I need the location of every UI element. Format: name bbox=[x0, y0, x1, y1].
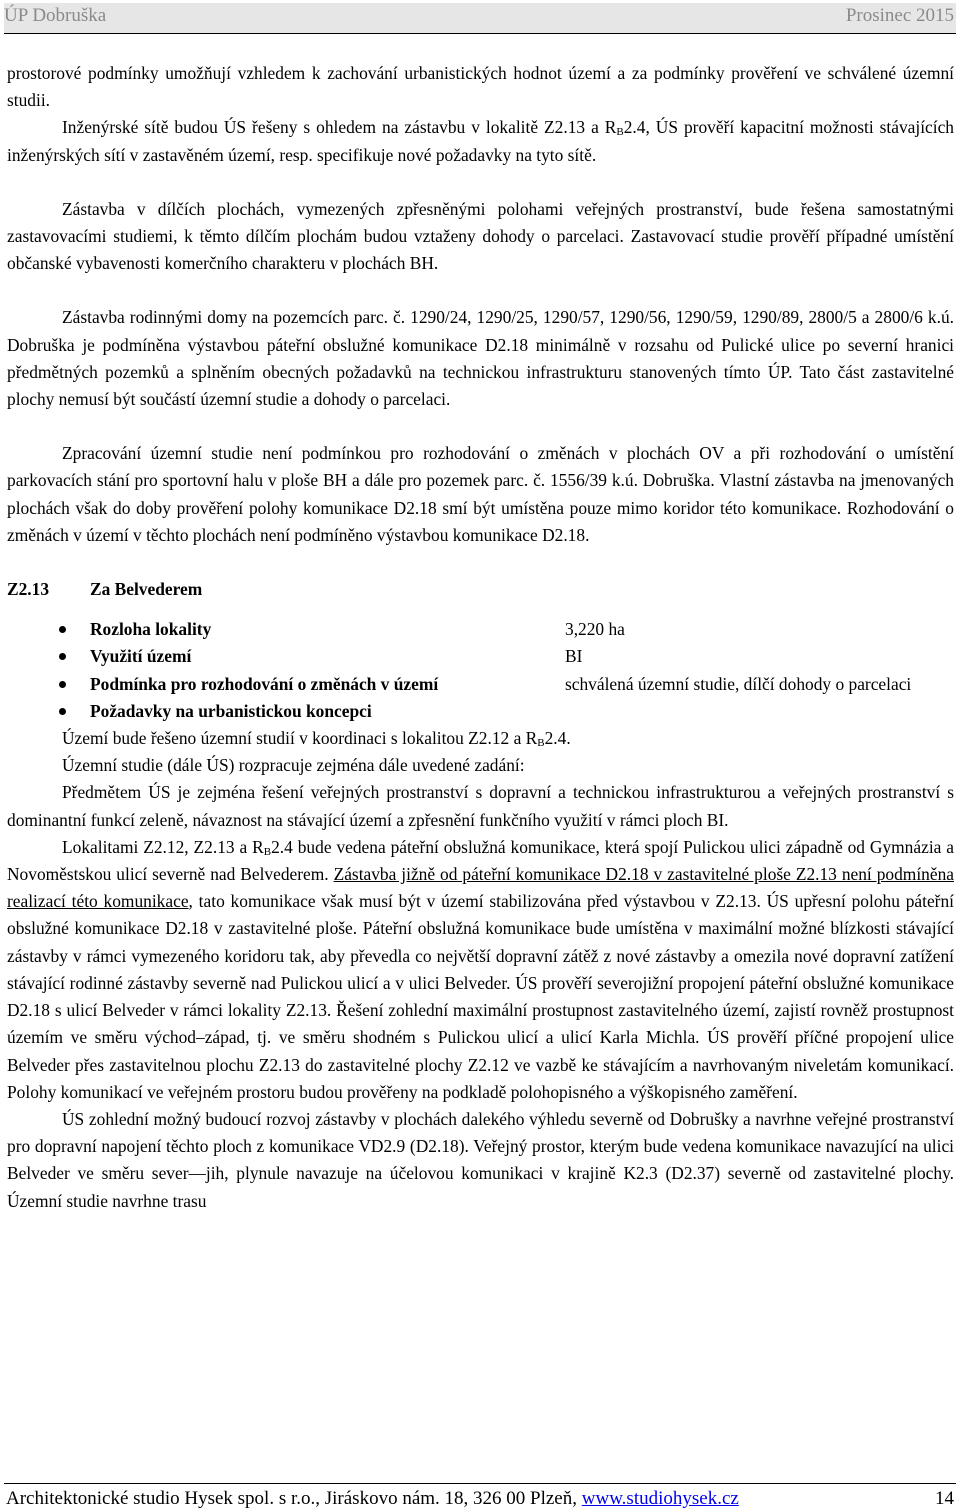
paragraph: Zpracování územní studie není podmínkou pro rozhodování o změnách v plochách OV a při rozhodování o umístění parkovacích stání pro sportovní halu v ploše BH a dále pro pozemek parc. č. 1556/39 k.ú. Dobruška. Vlastní zástavba na jmenovaných plochách však do doby prověření polohy komunikace D2.18 smí být umístěna pouze mimo koridor této komunikace. Rozhodování o změnách v území v těchto plochách není podmíněno výstavbou komunikace D2.18. bbox=[7, 443, 954, 545]
page-header bbox=[4, 3, 956, 34]
footer-website-link[interactable]: www.studiohysek.cz bbox=[581, 1488, 739, 1509]
list-item: Požadavky na urbanistickou koncepci bbox=[7, 698, 954, 725]
paragraph: Lokalitami Z2.12, Z2.13 a $R_B2.4$ bude vedena páteřní obslužná komunikace, která spojí Pulickou ulici západně od Gymnázia a Novoměstskou ulicí severně nad Belvederem. Zástavba jižně od páteřní komunikace D2.18 v zastavitelné ploše Z2.13 není podmíněna realizací této komunikace, tato komunikace však musí být v území stabilizována před výstavbou v Z2.13. ÚS upřesní polohu páteřní obslužné komunikace D2.18 v zastavitelné ploše. Páteřní obslužná komunikace bude umístěna v maximální možné blízkosti stávající zástavby v rámci vymezeného koridoru tak, aby převedla co největší dopravní zátěž z nové zástavby a omezila nové dopravní zatížení stávající rodinné zástavby severně nad Pulickou ulicí a v ulici Belveder. ÚS prověří severojižní propojení páteřní obslužné komunikace D2.18 s ulicí Belveder v rámci lokality Z2.13. Řešení zohlední maximální prostupnost zastavitelného území, zajistí rovněž prostupnost územím ve směru východ–západ, tj. ve směru shodném s Pulickou ulicí a ulicí Karla Michla. ÚS prověří příčné propojení ulice Belveder přes zastavitelnou plochu Z2.13 do zastavitelné plochy Z2.12 ve vazbě ke stávajícím a navrhovaným niveletám komunikací. Polohy komunikací ve veřejném prostoru budou prověřeny na podkladě polohopisného a výškopisného zaměření. bbox=[7, 836, 954, 1102]
paragraph: ÚS zohlední možný budoucí rozvoj zástavby v plochách dalekého výhledu severně od Dobrušky a navrhne veřejné prostranství pro dopravní napojení těchto ploch z komunikace VD2.9 (D2.18). Veřejný prostor, kterým bude vedena komunikace navazující na ulici Belveder ve směru sever—jih, plynule navazuje na účelovou komunikaci v krajině K2.3 (D2.37) severně od zastavitelné plochy. Územní studie navrhne trasu bbox=[7, 1108, 954, 1211]
section-heading bbox=[7, 576, 954, 603]
list-item: Využití území BI bbox=[7, 643, 954, 670]
page-number: 14 bbox=[935, 1488, 954, 1509]
paragraph: Zástavba v dílčích plochách, vymezených zpřesněnými polohami veřejných prostranství, bude řešena samostatnými zastavovacími studiemi, k těmto dílčím plochám budou vztaženy dohody o parcelaci. Zastavovací studie prověří případné umístění občanské vybavenosti komerčního charakteru v plochách BH. bbox=[7, 198, 954, 274]
paragraph: Územní studie (dále ÚS) rozpracuje zejména dále uvedené zadání: bbox=[62, 755, 525, 776]
paragraph: Předmětem ÚS je zejména řešení veřejných prostranství s dopravní a technickou infrastrukturou a veřejných prostranství s dominantní funkcí zeleně, návaznost na stávající území a zpřesnění funkčního využití v rámci ploch BI. bbox=[7, 782, 954, 830]
footer-address: Architektonické studio Hysek spol. s r.o., Jiráskovo nám. 18, 326 00 Plzeň, bbox=[6, 1488, 582, 1509]
header-right: Prosinec 2015 bbox=[845, 5, 954, 26]
paragraph: Inženýrské sítě budou ÚS řešeny s ohledem na zástavbu v lokalitě Z2.13 a $R_B2.4$, ÚS prověří kapacitní možnosti stávajících inženýrských sítí v zastavěném území, resp. specifikuje nové požadavky na tyto sítě. bbox=[7, 117, 954, 165]
paragraph: Území bude řešeno územní studií v koordinaci s lokalitou Z2.12 a $R_B2.4$. bbox=[62, 728, 571, 750]
page-footer bbox=[4, 1483, 956, 1509]
header-left: ÚP Dobruška bbox=[4, 5, 107, 26]
list-item: Rozloha lokality 3,220 ha bbox=[7, 616, 954, 643]
paragraph: prostorové podmínky umožňují vzhledem k zachování urbanistických hodnot území a za podmínky prověření ve schválené územní studii. bbox=[7, 63, 954, 111]
list-item: Podmínka pro rozhodování o změnách v území schválená územní studie, dílčí dohody o parcelaci bbox=[7, 671, 954, 698]
section-title: Za Belvederem bbox=[90, 579, 203, 600]
property-list bbox=[7, 616, 954, 725]
paragraph: Zástavba rodinnými domy na pozemcích parc. č. 1290/24, 1290/25, 1290/57, 1290/56, 1290/59, 1290/89, 2800/5 a 2800/6 k.ú. Dobruška je podmíněna výstavbou páteřní obslužné komunikace D2.18 minimálně v rozsahu od Pulické ulice po severní hranici předmětných pozemků a splněním obecných požadavků na technickou infrastrukturu stanovených tímto ÚP. Tato část zastavitelné plochy nemusí být součástí územní studie a dohody o parcelaci. bbox=[7, 307, 954, 410]
section-number: Z2.13 bbox=[7, 579, 50, 600]
document-body bbox=[7, 60, 954, 1215]
underlined-text: Zástavba jižně od páteřní komunikace D2.18 v zastavitelné ploše Z2.13 není podmíněna realizací této komunikace bbox=[7, 864, 954, 912]
